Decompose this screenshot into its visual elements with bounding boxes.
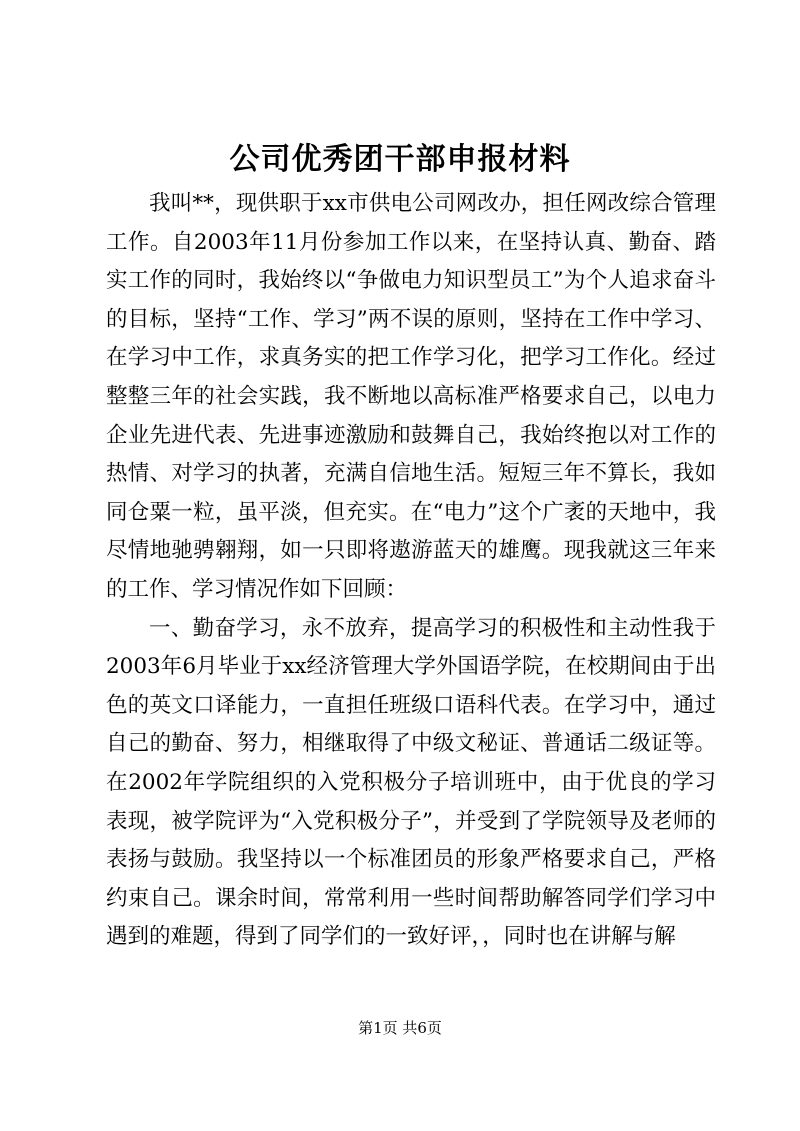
page-footer: 第1页 共6页	[358, 1019, 442, 1037]
document-body	[106, 185, 716, 957]
paragraph-intro: 我叫**，现供职于xx市供电公司网改办，担任网改综合管理工作。自2003年11月份参加工作以来，在坚持认真、勤奋、踏实工作的同时，我始终以“争做电力知识型员工”为个人追求奋斗的目标，坚持“工作、学习”两不误的原则，坚持在工作中学习、在学习中工作，求真务实的把工作学习化，把学习工作化。经过整整三年的社会实践，我不断地以高标准严格要求自己，以电力企业先进代表、先进事迹激励和鼓舞自己，我始终抱以对工作的热情、对学习的执著，充满自信地生活。短短三年不算长，我如同仓粟一粒，虽平淡，但充实。在“电力”这个广袤的天地中，我尽情地驰骋翱翔，如一只即将遨游蓝天的雄鹰。现我就这三年来的工作、学习情况作如下回顾：	[106, 191, 716, 602]
paragraph-study: 一、勤奋学习，永不放弃，提高学习的积极性和主动性我于2003年6月毕业于xx经济管理大学外国语学院，在校期间由于出色的英文口译能力，一直担任班级口语科代表。在学习中，通过自己的勤奋、努力，相继取得了中级文秘证、普通话二级证等。在2002年学院组织的入党积极分子培训班中，由于优良的学习表现，被学院评为“入党积极分子”，并受到了学院领导及老师的表扬与鼓励。我坚持以一个标准团员的形象严格要求自己，严格约束自己。课余时间，常常利用一些时间帮助解答同学们学习中遇到的难题，得到了同学们的一致好评，，同时也在讲解与解	[106, 615, 716, 950]
document-title: 公司优秀团干部申报材料	[229, 142, 571, 177]
